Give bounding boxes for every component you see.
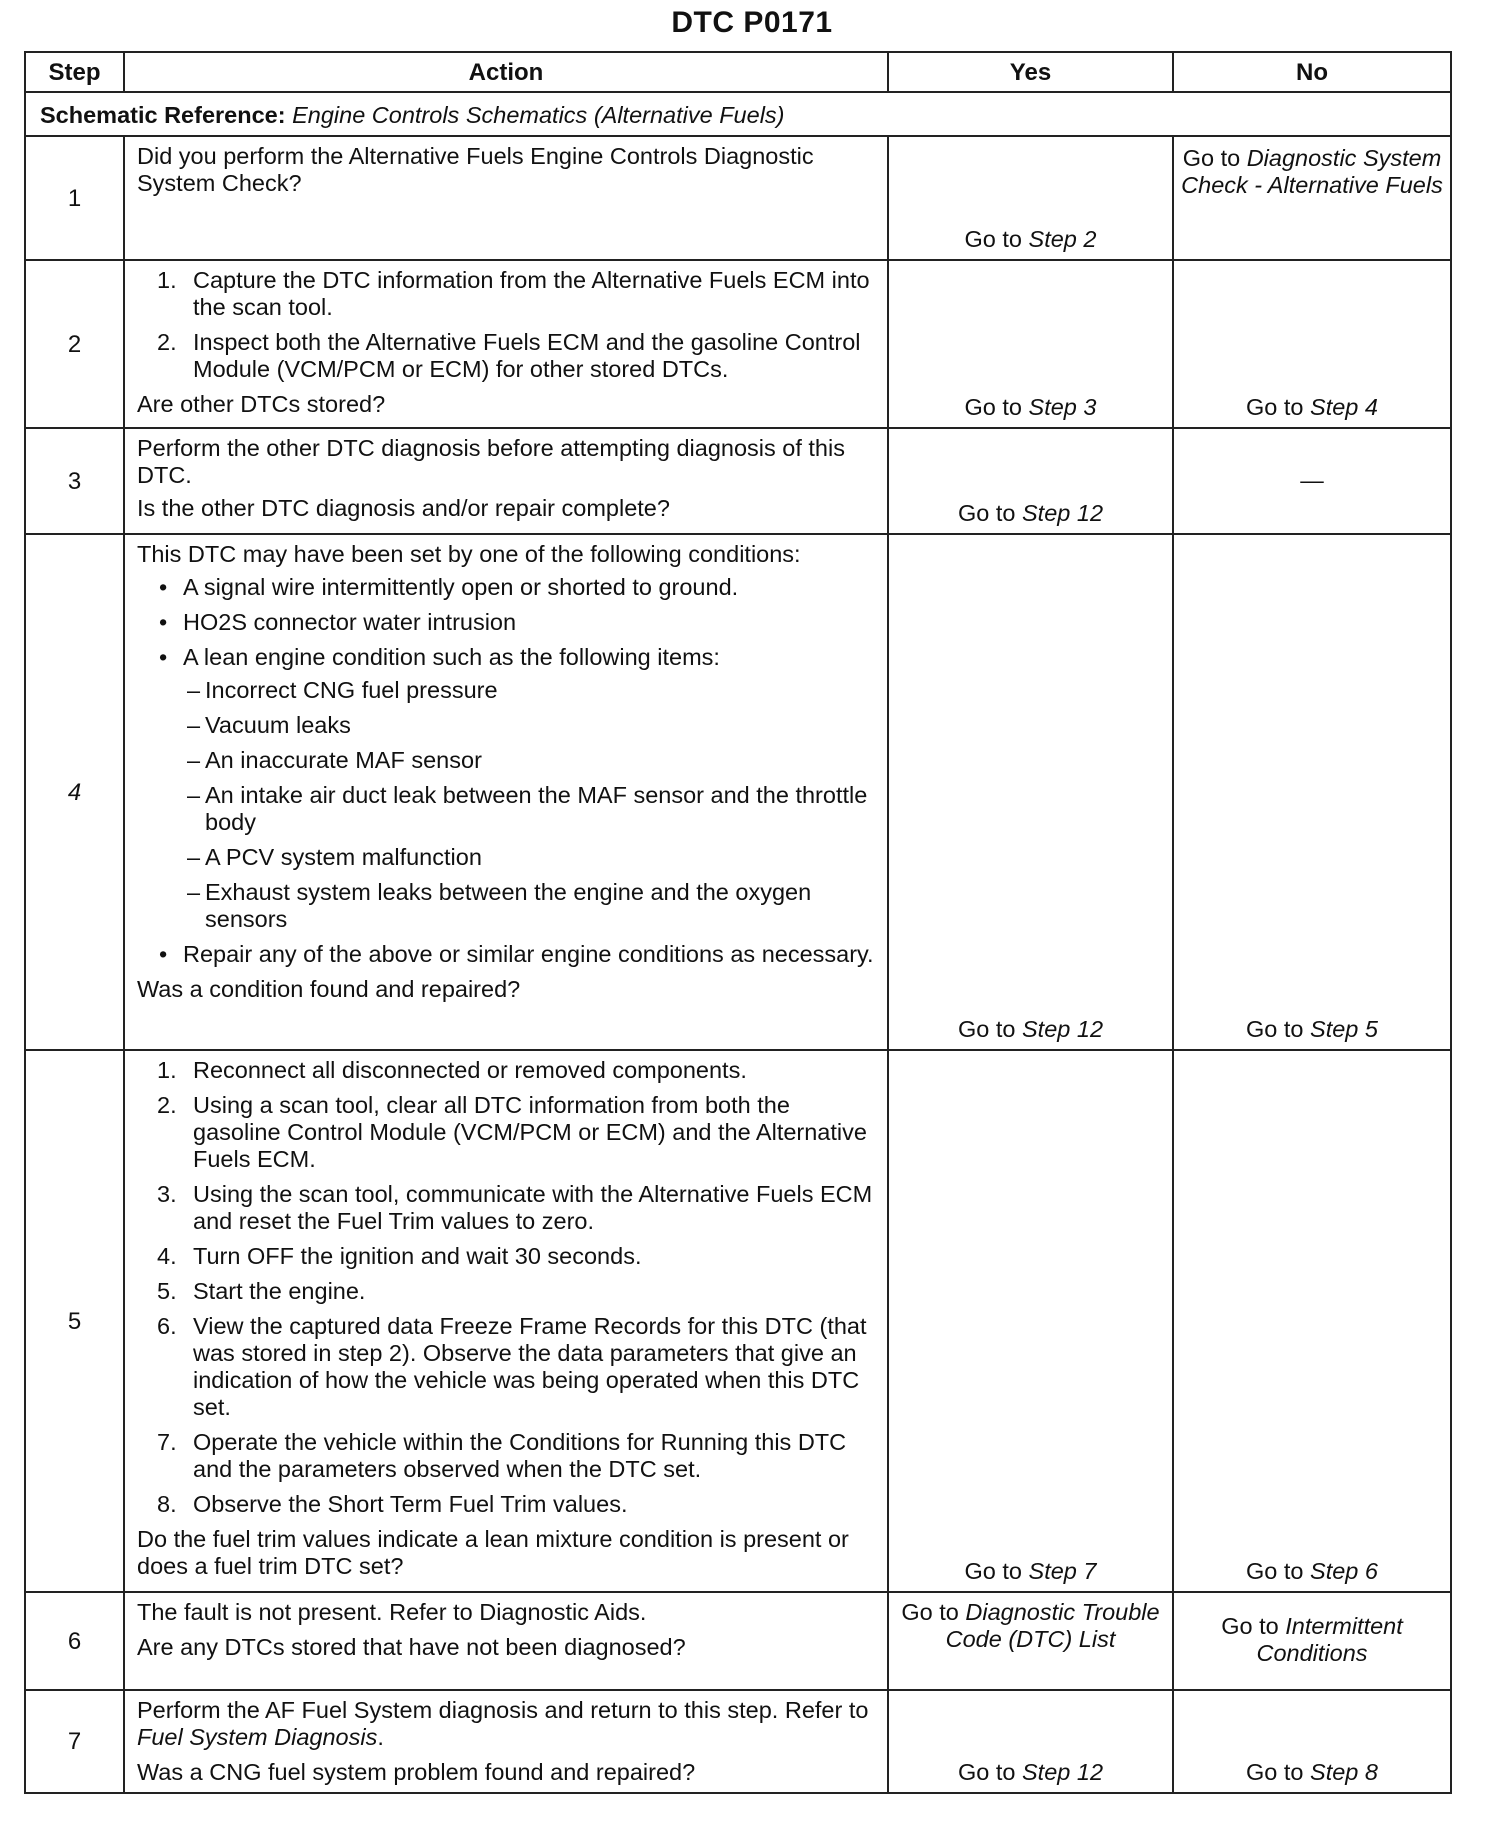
bullet-list	[137, 574, 877, 968]
step-row-1	[25, 136, 1451, 260]
list-item: • Repair any of the above or similar engine conditions as necessary.	[137, 941, 877, 968]
step-action	[124, 1050, 888, 1592]
yes-link[interactable]: Step 2	[1028, 226, 1097, 252]
diagnostic-table	[24, 51, 1452, 1794]
action-intro: This DTC may have been set by one of the following conditions:	[137, 541, 801, 567]
header-yes: Yes	[888, 52, 1173, 92]
list-item: 8. Observe the Short Term Fuel Trim values.	[157, 1491, 628, 1517]
sub-list-item: – An intake air duct leak between the MAF sensor and the throttle body	[183, 782, 877, 836]
header-action: Action	[124, 52, 888, 92]
step-number: 4	[25, 534, 124, 1050]
no-cell	[1173, 428, 1451, 534]
step-action	[124, 136, 888, 260]
sub-list	[183, 677, 877, 933]
sub-list-item: – Incorrect CNG fuel pressure	[183, 677, 877, 704]
step-row-5	[25, 1050, 1451, 1592]
yes-cell	[888, 428, 1173, 534]
list-item: • A signal wire intermittently open or shorted to ground.	[137, 574, 877, 601]
step-row-3	[25, 428, 1451, 534]
action-text: Perform the other DTC diagnosis before attempting diagnosis of this DTC.	[137, 435, 845, 488]
yes-prefix: Go to	[957, 500, 1022, 526]
step-row-6	[25, 1592, 1451, 1690]
header-step: Step	[25, 52, 124, 92]
sub-list-item: – A PCV system malfunction	[183, 844, 877, 871]
yes-prefix: Go to	[901, 1599, 966, 1625]
list-item: • HO2S connector water intrusion	[137, 609, 877, 636]
no-prefix: Go to	[1246, 1016, 1311, 1042]
step-row-4	[25, 534, 1451, 1050]
header-no: No	[1173, 52, 1451, 92]
no-cell	[1173, 136, 1451, 260]
yes-cell	[888, 136, 1173, 260]
step-number: 6	[25, 1592, 124, 1690]
yes-link[interactable]: Diagnostic Trouble Code (DTC) List	[945, 1599, 1160, 1652]
no-prefix: Go to	[1246, 394, 1311, 420]
no-prefix: Go to	[1221, 1613, 1286, 1639]
list-item: 1. Reconnect all disconnected or removed components.	[157, 1057, 747, 1083]
step-number: 3	[25, 428, 124, 534]
yes-prefix: Go to	[964, 1558, 1029, 1584]
yes-cell	[888, 534, 1173, 1050]
yes-cell	[888, 1050, 1173, 1592]
no-link[interactable]: Step 6	[1310, 1558, 1378, 1584]
yes-cell	[888, 260, 1173, 428]
list-item: 4. Turn OFF the ignition and wait 30 seconds.	[157, 1243, 642, 1269]
step-question: Is the other DTC diagnosis and/or repair complete?	[137, 495, 670, 521]
step-action	[124, 1592, 888, 1690]
step-question: Are other DTCs stored?	[137, 391, 386, 417]
step-number: 2	[25, 260, 124, 428]
no-link[interactable]: Step 4	[1310, 394, 1378, 420]
no-prefix: Go to	[1246, 1558, 1311, 1584]
no-link[interactable]: Step 8	[1310, 1759, 1378, 1785]
step-question: Are any DTCs stored that have not been diagnosed?	[137, 1634, 686, 1660]
action-link[interactable]: Fuel System Diagnosis	[137, 1724, 378, 1750]
list-item: 1. Capture the DTC information from the Alternative Fuels ECM into the scan tool.	[157, 267, 870, 320]
yes-cell	[888, 1592, 1173, 1690]
no-cell	[1173, 1592, 1451, 1690]
yes-prefix: Go to	[957, 1016, 1022, 1042]
step-row-7	[25, 1690, 1451, 1793]
list-item: 2. Inspect both the Alternative Fuels ECM and the gasoline Control Module (VCM/PCM or ECM) for other stored DTCs.	[157, 329, 861, 382]
numbered-list	[137, 267, 877, 383]
step-action	[124, 1690, 888, 1793]
step-action	[124, 260, 888, 428]
no-link[interactable]: Diagnostic System Check - Alternative Fuels	[1181, 145, 1443, 198]
no-dash: —	[1300, 466, 1324, 493]
action-text: The fault is not present. Refer to Diagnostic Aids.	[137, 1599, 647, 1625]
list-item: 6. View the captured data Freeze Frame Records for this DTC (that was stored in step 2). Observe the data parameters that give an indication of how the vehicle was being operated when this DTC set.	[157, 1313, 867, 1420]
no-cell	[1173, 534, 1451, 1050]
sub-list-item: – An inaccurate MAF sensor	[183, 747, 877, 774]
step-question: Was a condition found and repaired?	[137, 976, 521, 1002]
step-question: Was a CNG fuel system problem found and repaired?	[137, 1759, 696, 1785]
action-text: Did you perform the Alternative Fuels Engine Controls Diagnostic System Check?	[137, 143, 814, 196]
sub-list-item: – Exhaust system leaks between the engine and the oxygen sensors	[183, 879, 877, 933]
yes-prefix: Go to	[964, 394, 1029, 420]
yes-prefix: Go to	[957, 1759, 1022, 1785]
schematic-link[interactable]: Engine Controls Schematics (Alternative Fuels)	[292, 101, 785, 128]
list-item: 7. Operate the vehicle within the Conditions for Running this DTC and the parameters observed when the DTC set.	[157, 1429, 847, 1482]
no-link[interactable]: Intermittent Conditions	[1256, 1613, 1403, 1666]
no-cell	[1173, 260, 1451, 428]
schematic-row	[25, 92, 1451, 136]
list-item: 5. Start the engine.	[157, 1278, 366, 1304]
yes-cell	[888, 1690, 1173, 1793]
yes-link[interactable]: Step 12	[1022, 1016, 1104, 1042]
step-number: 7	[25, 1690, 124, 1793]
sub-list-item: – Vacuum leaks	[183, 712, 877, 739]
no-cell	[1173, 1050, 1451, 1592]
yes-link[interactable]: Step 7	[1028, 1558, 1097, 1584]
step-row-2	[25, 260, 1451, 428]
no-cell	[1173, 1690, 1451, 1793]
step-action	[124, 428, 888, 534]
step-question: Do the fuel trim values indicate a lean mixture condition is present or does a fuel trim DTC set?	[137, 1526, 849, 1579]
no-link[interactable]: Step 5	[1310, 1016, 1378, 1042]
list-item: 2. Using a scan tool, clear all DTC information from both the gasoline Control Module (VCM/PCM or ECM) and the Alternative Fuels ECM.	[157, 1092, 867, 1172]
yes-link[interactable]: Step 3	[1028, 394, 1097, 420]
step-number: 5	[25, 1050, 124, 1592]
page-title: DTC P0171	[671, 6, 833, 39]
schematic-label: Schematic Reference:	[40, 101, 286, 128]
list-item: 3. Using the scan tool, communicate with the Alternative Fuels ECM and reset the Fuel Trim values to zero.	[157, 1181, 873, 1234]
step-number: 1	[25, 136, 124, 260]
yes-prefix: Go to	[964, 226, 1029, 252]
yes-link[interactable]: Step 12	[1022, 500, 1104, 526]
list-item: • A lean engine condition such as the following items: – Incorrect CNG fuel pressure – Vacuum leaks – An inaccurate MAF sensor – An intake air duct leak between the MAF sensor and the throttle body – A PCV system malfunction – Exhaust system leaks between the engine and the oxygen sensors	[137, 644, 877, 933]
no-prefix: Go to	[1182, 145, 1247, 171]
step-action	[124, 534, 888, 1050]
header-row	[25, 52, 1451, 92]
action-text: Perform the AF Fuel System diagnosis and return to this step. Refer to Fuel System Diagnosis.	[137, 1697, 869, 1750]
yes-link[interactable]: Step 12	[1022, 1759, 1104, 1785]
schematic-reference	[25, 92, 1451, 136]
no-prefix: Go to	[1246, 1759, 1311, 1785]
numbered-list	[137, 1057, 877, 1518]
